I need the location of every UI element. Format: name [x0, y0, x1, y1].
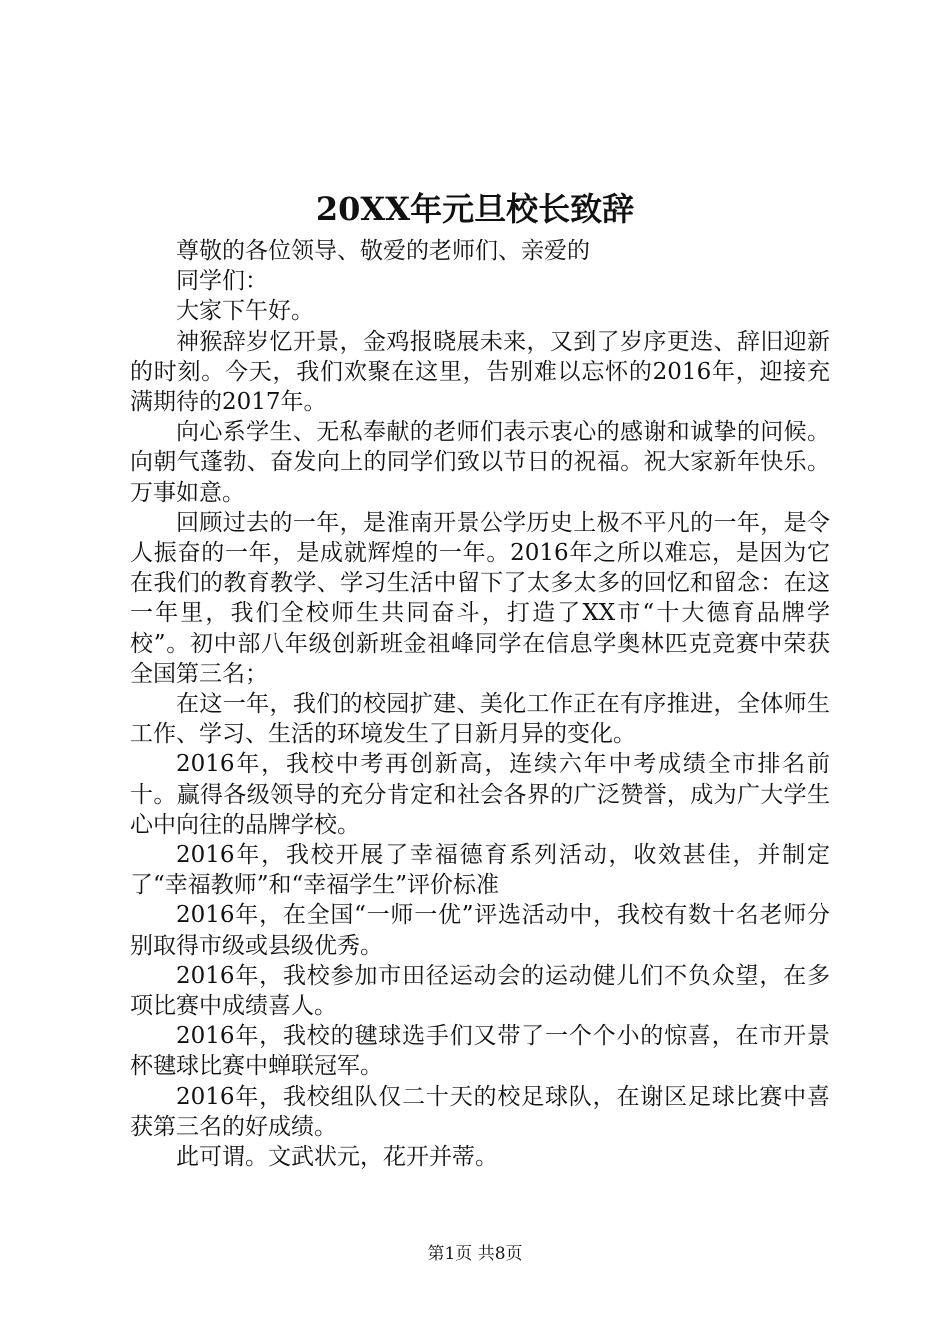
paragraph: 2016年，在全国“一师一优”评选活动中，我校有数十名老师分别取得市级或县级优秀。 — [130, 902, 830, 959]
paragraph: 2016年，我校中考再创新高，连续六年中考成绩全市排名前十。赢得各级领导的充分肯定和社会各界的广泛赞誉，成为广大学生心中向往的品牌学校。 — [130, 751, 830, 838]
paragraph: 2016年，我校的毽球选手们又带了一个个小的惊喜，在市开景杯毽球比赛中蝉联冠军。 — [130, 1023, 830, 1080]
paragraph: 回顾过去的一年，是淮南开景公学历史上极不平凡的一年，是令人振奋的一年，是成就辉煌的一年。2016年之所以难忘，是因为它在我们的教育教学、学习生活中留下了太多太多的回忆和留念：在这一年里，我们全校师生共同奋斗，打造了XX市“十大德育品牌学校”。初中部八年级创新班金祖峰同学在信息学奥林匹克竞赛中荣获全国第三名； — [130, 509, 830, 687]
paragraph: 2016年，我校组队仅二十天的校足球队，在谢区足球比赛中喜获第三名的好成绩。 — [130, 1083, 830, 1140]
paragraph-salutation: 尊敬的各位领导、敬爱的老师们、亲爱的 — [176, 238, 590, 264]
paragraph: 向心系学生、无私奉献的老师们表示衷心的感谢和诚挚的问候。向朝气蓬勃、奋发向上的同学们致以节日的祝福。祝大家新年快乐。万事如意。 — [130, 419, 830, 506]
document-title: 20XX年元旦校长致辞 — [315, 190, 635, 228]
paragraph-greeting: 大家下午好。 — [176, 298, 314, 325]
paragraph-closing: 此可谓。文武状元，花开并蒂。 — [176, 1144, 498, 1171]
paragraph: 在这一年，我们的校园扩建、美化工作正在有序推进，全体师生工作、学习、生活的环境发生了日新月异的变化。 — [130, 691, 830, 748]
paragraph: 2016年，我校参加市田径运动会的运动健儿们不负众望，在多项比赛中成绩喜人。 — [130, 962, 830, 1020]
paragraph: 神猴辞岁忆开景，金鸡报晓展未来，又到了岁序更迭、辞旧迎新的时刻。今天，我们欢聚在这里，告别难以忘怀的2016年，迎接充满期待的2017年。 — [130, 328, 830, 416]
paragraph: 2016年，我校开展了幸福德育系列活动，收效甚佳，并制定了“幸福教师”和“幸福学生”评价标准 — [130, 842, 830, 899]
page-footer: 第1页 共8页 — [427, 1244, 523, 1264]
document-body — [130, 236, 830, 1172]
paragraph-salutation-cont: 同学们： — [176, 268, 268, 295]
